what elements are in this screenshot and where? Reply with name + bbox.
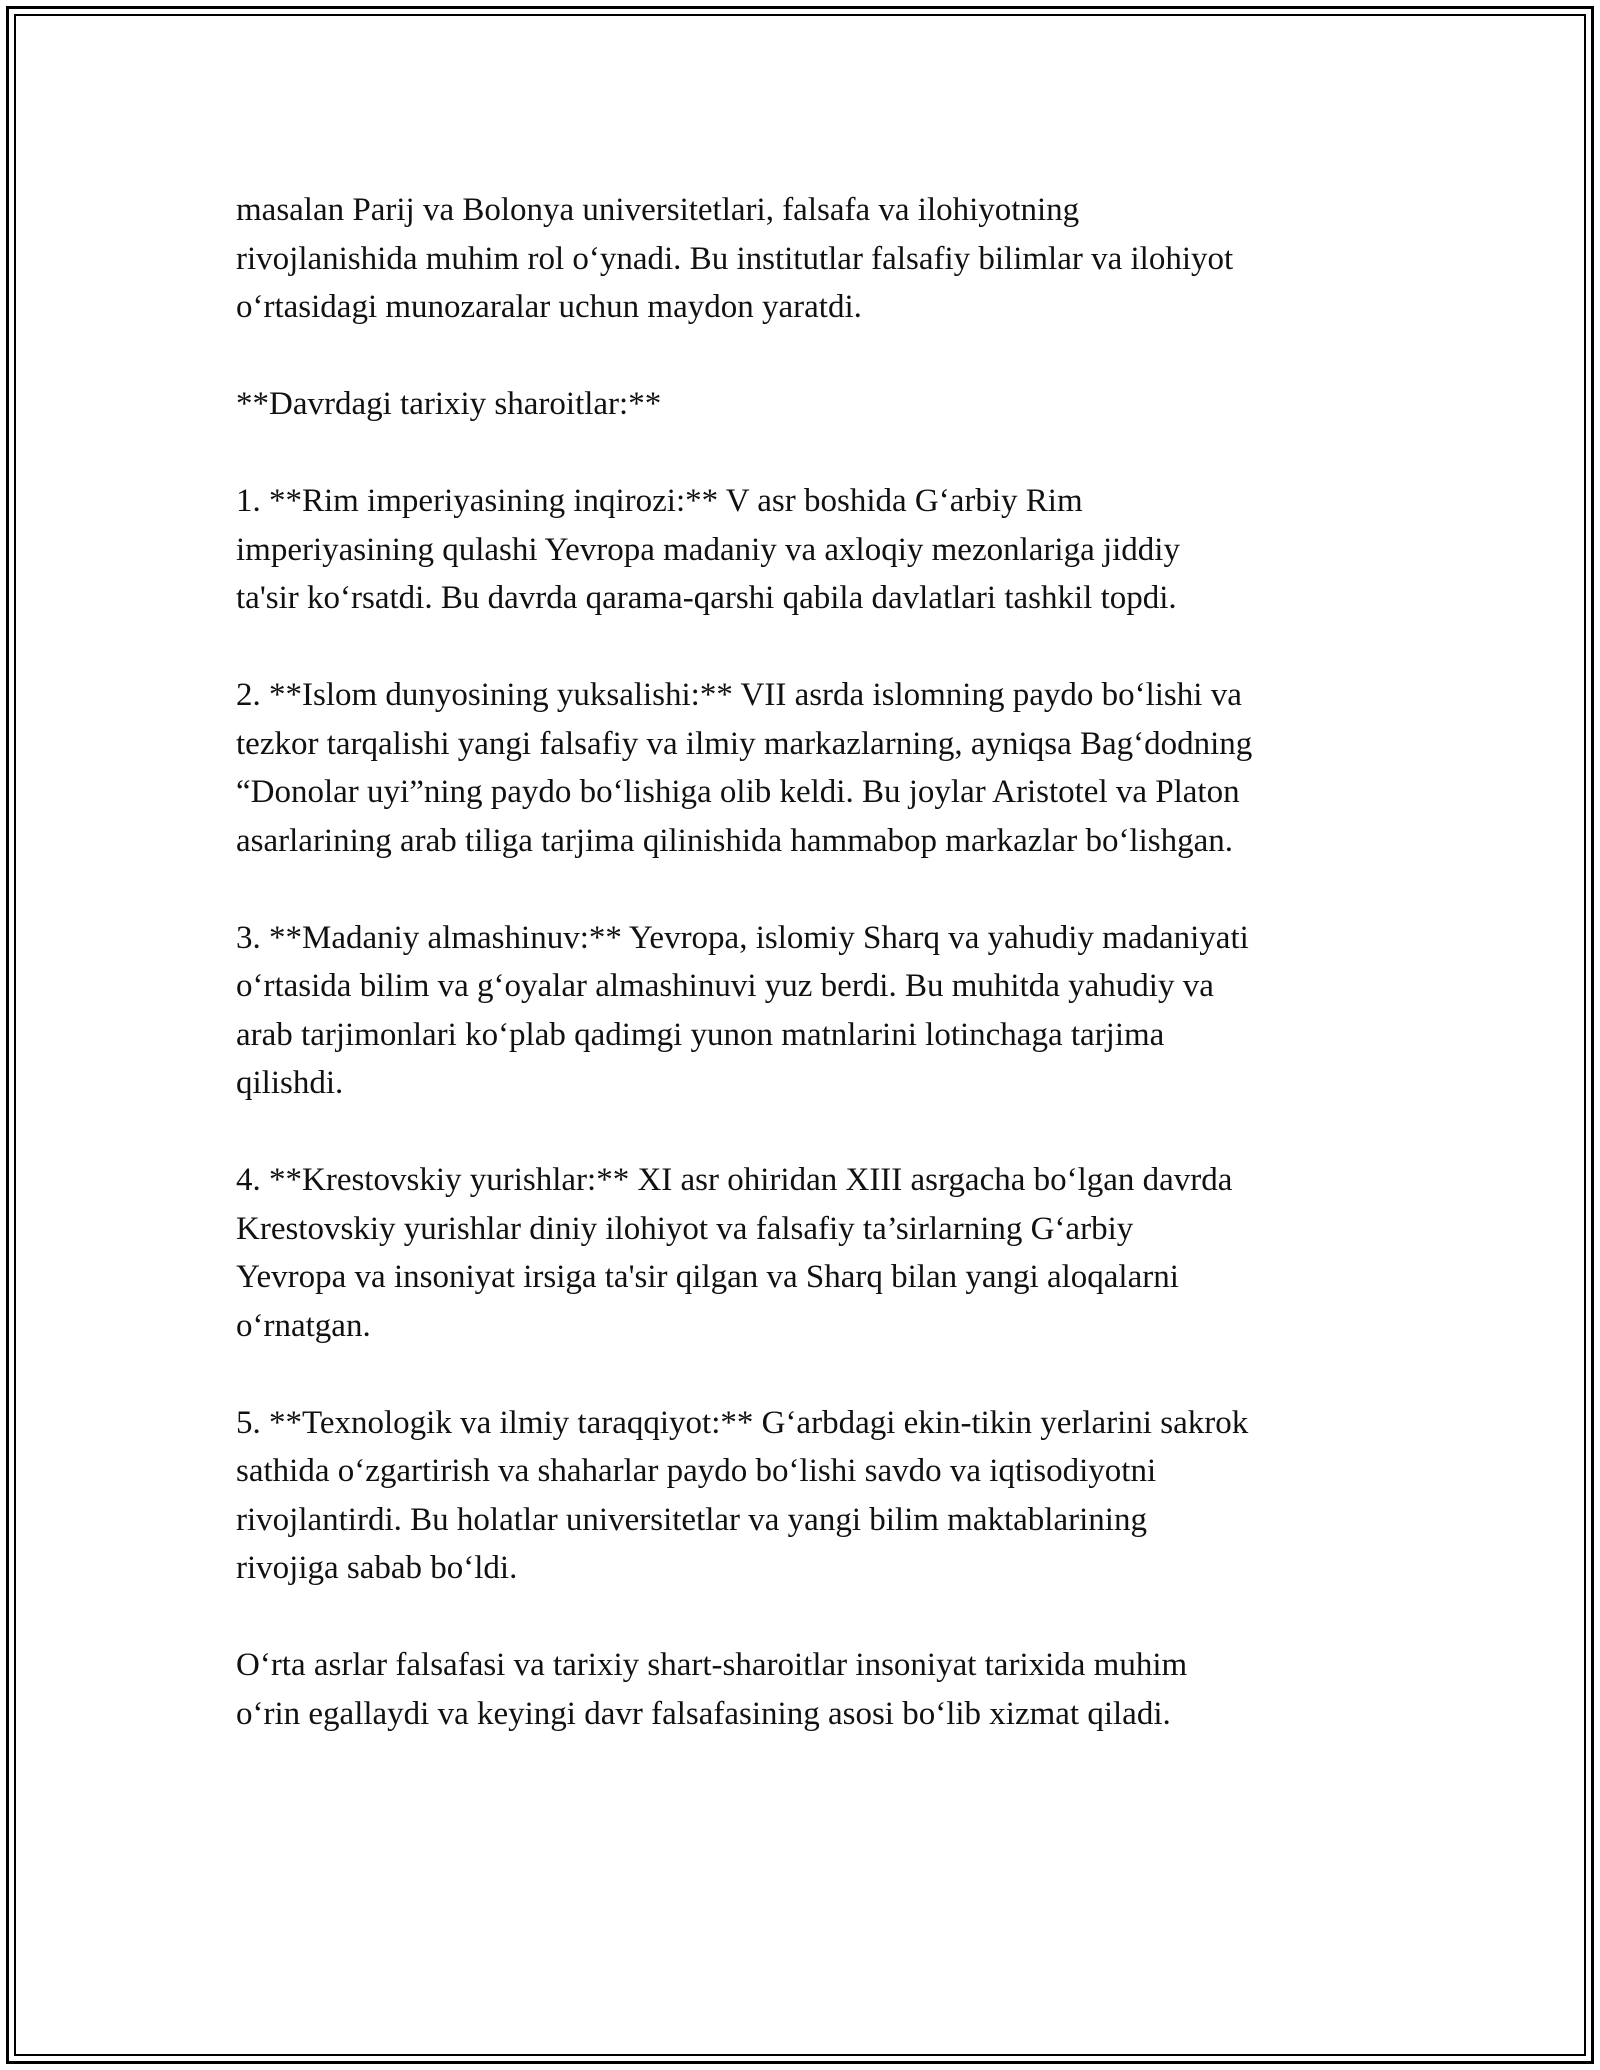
text-line: asarlarining arab tiliga tarjima qilinishida hammabop markazlar bo‘lishgan. bbox=[236, 822, 1234, 859]
text-line: “Donolar uyi”ning paydo bo‘lishiga olib keldi. Bu joylar Aristotel va Platon bbox=[236, 774, 1240, 810]
list-item-4 bbox=[236, 1156, 1396, 1350]
text-line: O‘rta asrlar falsafasi va tarixiy shart-sharoitlar insoniyat tarixida muhim bbox=[236, 1647, 1188, 1683]
list-item-3 bbox=[236, 914, 1396, 1108]
document-body bbox=[236, 186, 1396, 1787]
text-line: o‘rtasida bilim va g‘oyalar almashinuvi yuz berdi. Bu muhitda yahudiy va bbox=[236, 968, 1214, 1004]
text-line: o‘rin egallaydi va keyingi davr falsafasining asosi bo‘lib xizmat qiladi. bbox=[236, 1695, 1171, 1732]
text-line: rivojlantirdi. Bu holatlar universitetlar va yangi bilim maktablarining bbox=[236, 1501, 1147, 1538]
text-line: rivojlanishida muhim rol o‘ynadi. Bu institutlar falsafiy bilimlar va ilohiyot bbox=[236, 240, 1234, 277]
text-line: ta'sir ko‘rsatdi. Bu davrda qarama-qarshi qabila davlatlari tashkil topdi. bbox=[236, 580, 1177, 616]
paragraph-intro bbox=[236, 186, 1396, 332]
text-line: 5. **Texnologik va ilmiy taraqqiyot:** G‘arbdagi ekin-tikin yerlarini sakrok bbox=[236, 1404, 1249, 1441]
list-item-2 bbox=[236, 671, 1396, 865]
text-line: o‘rnatgan. bbox=[236, 1307, 371, 1344]
text-line: 3. **Madaniy almashinuv:** Yevropa, islomiy Sharq va yahudiy madaniyati bbox=[236, 919, 1249, 956]
text-line: Yevropa va insoniyat irsiga ta'sir qilgan va Sharq bilan yangi aloqalarni bbox=[236, 1259, 1179, 1295]
text-line: arab tarjimonlari ko‘plab qadimgi yunon matnlarini lotinchaga tarjima bbox=[236, 1016, 1165, 1053]
text-line: qilishdi. bbox=[236, 1065, 344, 1101]
list-item-1 bbox=[236, 477, 1396, 623]
text-line: 4. **Krestovskiy yurishlar:** XI asr ohiridan XIII asrgacha bo‘lgan davrda bbox=[236, 1162, 1233, 1198]
text-line: tezkor tarqalishi yangi falsafiy va ilmiy markazlarning, ayniqsa Bag‘dodning bbox=[236, 725, 1253, 762]
text-line: 2. **Islom dunyosining yuksalishi:** VII asrda islomning paydo bo‘lishi va bbox=[236, 677, 1242, 713]
text-line: rivojiga sabab bo‘ldi. bbox=[236, 1550, 518, 1586]
text-line: 1. **Rim imperiyasining inqirozi:** V asr boshida G‘arbiy Rim bbox=[236, 483, 1083, 519]
list-item-5 bbox=[236, 1399, 1396, 1593]
paragraph-conclusion bbox=[236, 1641, 1396, 1738]
section-heading bbox=[236, 380, 1396, 429]
text-line: masalan Parij va Bolonya universitetlari, falsafa va ilohiyotning bbox=[236, 192, 1080, 228]
text-line: imperiyasining qulashi Yevropa madaniy va axloqiy mezonlariga jiddiy bbox=[236, 531, 1180, 568]
text-line: o‘rtasidagi munozaralar uchun maydon yaratdi. bbox=[236, 289, 862, 325]
text-line: Krestovskiy yurishlar diniy ilohiyot va falsafiy ta’sirlarning G‘arbiy bbox=[236, 1210, 1134, 1247]
heading-line: **Davrdagi tarixiy sharoitlar:** bbox=[236, 386, 662, 422]
text-line: sathida o‘zgartirish va shaharlar paydo bo‘lishi savdo va iqtisodiyotni bbox=[236, 1453, 1157, 1489]
